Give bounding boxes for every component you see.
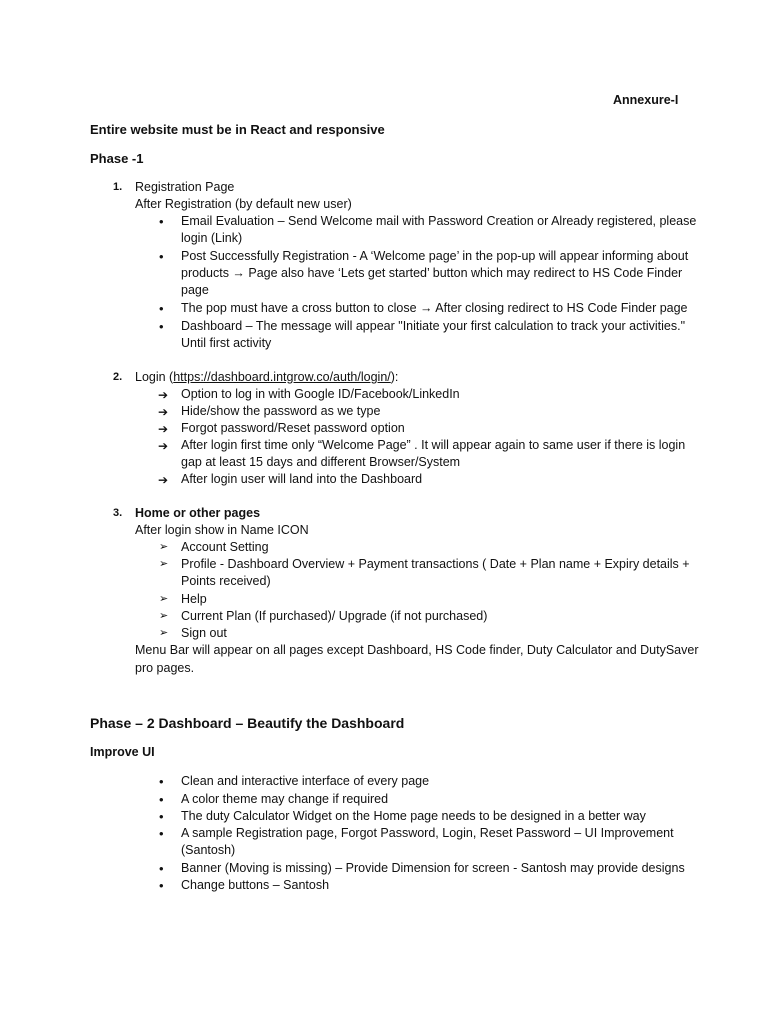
item1-bullet-4-line-2: Until first activity [181,336,272,350]
item2-title-prefix: Login ( [135,370,174,384]
annexure-label: Annexure-I [613,93,679,107]
bullet-icon: • [159,809,164,824]
item2-arrow-1: Option to log in with Google ID/Facebook/LinkedIn [181,387,460,401]
item2-title [135,370,398,384]
item1-bullet-2-line-2: products → Page also have ‘Lets get started’ button which may redirect to HS Code Finder [181,266,683,280]
item1-bullet-1-line-1: Email Evaluation – Send Welcome mail with Password Creation or Already registered, please [181,214,697,228]
item3-number: 3. [113,507,123,519]
item2-title-suffix: ): [390,370,399,384]
item3-chevron-1: Account Setting [181,540,269,554]
bullet-icon: • [159,826,164,841]
arrow-icon: ➔ [158,439,169,453]
phase2-bullet-6: Change buttons – Santosh [181,878,330,892]
bullet-icon: • [159,792,164,807]
arrow-icon: ➔ [158,422,169,436]
menu-bar-note-line-2: pro pages. [135,661,195,675]
item2-number: 2. [113,371,123,383]
arrow-icon: ➔ [158,388,169,402]
item3-chevron-3: Help [181,592,207,606]
arrow-icon: ➔ [158,473,169,487]
item1-subtitle: After Registration (by default new user) [135,197,352,211]
item1-bullet-2-line-1: Post Successfully Registration - A ‘Welcome page’ in the pop-up will appear informing about [181,249,689,263]
phase2-bullet-3: The duty Calculator Widget on the Home page needs to be designed in a better way [181,809,646,823]
bullet-icon: • [159,878,164,893]
bullet-icon: • [159,774,164,789]
item1-bullet-2-line-3: page [181,283,209,297]
bullet-icon: • [159,301,164,316]
bullet-icon: • [159,319,164,334]
item1-title: Registration Page [135,180,235,194]
item2-arrow-3: Forgot password/Reset password option [181,421,405,435]
phase2-bullet-4-line-2: (Santosh) [181,843,236,857]
chevron-bullet-icon: ➢ [159,558,169,570]
chevron-bullet-icon: ➢ [159,541,169,553]
item1-number: 1. [113,181,123,193]
item2-arrow-4-line-2: gap at least 15 days and different Browser/System [181,455,461,469]
phase1-title: Phase -1 [90,151,144,166]
bullet-icon: • [159,214,164,229]
item3-chevron-2-line-1: Profile - Dashboard Overview + Payment transactions ( Date + Plan name + Expiry details + [181,557,690,571]
bullet-icon: • [159,249,164,264]
phase2-subtitle: Improve UI [90,745,155,759]
chevron-bullet-icon: ➢ [159,593,169,605]
chevron-bullet-icon: ➢ [159,610,169,622]
item3-chevron-2-line-2: Points received) [181,574,271,588]
phase2-bullet-5: Banner (Moving is missing) – Provide Dimension for screen - Santosh may provide designs [181,861,685,875]
item3-title: Home or other pages [135,506,261,520]
item2-arrow-5: After login user will land into the Dashboard [181,472,423,486]
item3-chevron-4: Current Plan (If purchased)/ Upgrade (if not purchased) [181,609,488,623]
chevron-bullet-icon: ➢ [159,627,169,639]
item1-bullet-3-line-1: The pop must have a cross button to close → After closing redirect to HS Code Finder page [181,301,688,315]
intro-heading: Entire website must be in React and responsive [90,122,385,137]
phase2-bullet-2: A color theme may change if required [181,792,389,806]
item1-bullet-4-line-1: Dashboard – The message will appear "Initiate your first calculation to track your activities." [181,319,686,333]
menu-bar-note-line-1: Menu Bar will appear on all pages except Dashboard, HS Code finder, Duty Calculator and DutySaver [135,643,699,657]
item3-chevron-5: Sign out [181,626,227,640]
phase2-title: Phase – 2 Dashboard – Beautify the Dashboard [90,715,405,731]
item2-arrow-2: Hide/show the password as we type [181,404,381,418]
item1-bullet-1-line-2: login (Link) [181,231,243,245]
item2-arrow-4-line-1: After login first time only “Welcome Page” . It will appear again to same user if there is login [181,438,686,452]
bullet-icon: • [159,861,164,876]
item3-subtitle: After login show in Name ICON [135,523,309,537]
arrow-icon: ➔ [158,405,169,419]
phase2-bullet-1: Clean and interactive interface of every page [181,774,430,788]
phase2-bullet-4-line-1: A sample Registration page, Forgot Password, Login, Reset Password – UI Improvement [181,826,674,840]
login-url-link[interactable]: https://dashboard.intgrow.co/auth/login/ [173,370,391,384]
